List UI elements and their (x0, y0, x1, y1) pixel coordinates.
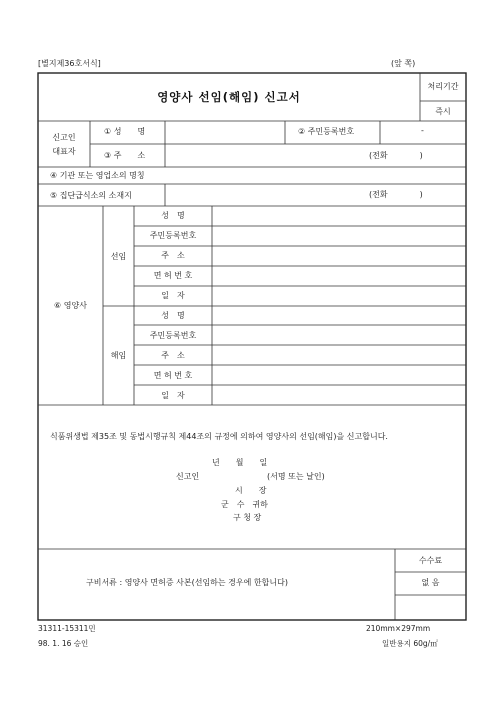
reporter-rrn-label: ② 주민등록번호 (298, 127, 355, 136)
reporter-rrn-field[interactable] (381, 122, 465, 143)
appoint-field-input[interactable] (213, 287, 465, 305)
appoint-field-input[interactable] (213, 207, 465, 225)
dismiss-field-input[interactable] (213, 347, 465, 365)
rrn-dash: - (421, 126, 424, 135)
appoint-field-label: 일 자 (161, 291, 185, 300)
representative-label: 대표자 (52, 147, 76, 156)
appoint-field-input[interactable] (213, 267, 465, 285)
paper-spec: 일반용지 60g/㎡ (382, 639, 438, 648)
appoint-field-label: 주민등록번호 (149, 231, 197, 240)
paper-size: 210mm×297mm (366, 624, 431, 633)
dismiss-field-label: 주민등록번호 (149, 331, 197, 340)
page-side-label: (앞 쪽) (391, 59, 416, 68)
reporter-label: 신고인 (52, 133, 76, 142)
dismiss-field-label: 성 명 (161, 311, 185, 320)
appoint-field-input[interactable] (213, 227, 465, 245)
dietitian-label: ⑥ 영양사 (54, 301, 87, 310)
dismiss-label: 해임 (110, 351, 127, 360)
form-number: [별지제36호서식] (38, 59, 101, 68)
cafeteria-address-field[interactable] (166, 185, 465, 205)
form-title: 영양사 선임(해임) 신고서 (157, 90, 301, 104)
recipient-district: 구 청 장 (233, 513, 262, 522)
reporter-phone: (전화 ) (369, 151, 423, 160)
recipient-county: 군 수 귀하 (221, 500, 268, 509)
appoint-label: 선임 (110, 252, 127, 261)
dismiss-field-label: 주 소 (161, 351, 185, 360)
processing-period-value: 즉시 (435, 107, 451, 116)
processing-period-label: 처리기간 (427, 82, 459, 91)
dismiss-field-label: 면 허 번 호 (153, 371, 193, 380)
declaration-reporter: 신고인 (176, 472, 200, 481)
appoint-field-label: 성 명 (161, 211, 185, 220)
business-name-field[interactable] (166, 168, 465, 183)
recipient-mayor: 시 장 (235, 486, 267, 495)
dismiss-field-input[interactable] (213, 387, 465, 405)
declaration-text: 식품위생법 제35조 및 동법시행규칙 제44조의 규정에 의하여 영양사의 선임(해임)을 신고합니다. (50, 432, 388, 441)
reporter-address-label: ③ 주 소 (104, 151, 146, 160)
form-code: 31311-15311민 (38, 624, 96, 633)
dismiss-field-input[interactable] (213, 327, 465, 345)
signature-note: (서명 또는 날인) (267, 472, 325, 481)
appoint-field-input[interactable] (213, 247, 465, 265)
cafeteria-phone: (전화 ) (369, 190, 423, 199)
fee-label: 수수료 (418, 556, 443, 565)
appoint-field-label: 주 소 (161, 251, 185, 260)
required-documents: 구비서류 : 영양사 면허증 사본(선임하는 경우에 한합니다) (86, 578, 288, 587)
dismiss-field-input[interactable] (213, 367, 465, 385)
approval-date: 98. 1. 16 승인 (38, 639, 89, 648)
cafeteria-address-label: ⑤ 집단급식소의 소재지 (50, 191, 132, 200)
reporter-name-label: ① 성 명 (104, 127, 146, 136)
reporter-address-field[interactable] (166, 145, 465, 166)
dismiss-field-input[interactable] (213, 307, 465, 325)
reporter-name-field[interactable] (166, 122, 284, 143)
declaration-date: 년 월 일 (212, 458, 268, 467)
appoint-field-label: 면 허 번 호 (153, 271, 193, 280)
dismiss-field-label: 일 자 (161, 391, 185, 400)
fee-value: 없 음 (421, 578, 440, 587)
business-name-label: ④ 기관 또는 영업소의 명칭 (50, 171, 145, 180)
